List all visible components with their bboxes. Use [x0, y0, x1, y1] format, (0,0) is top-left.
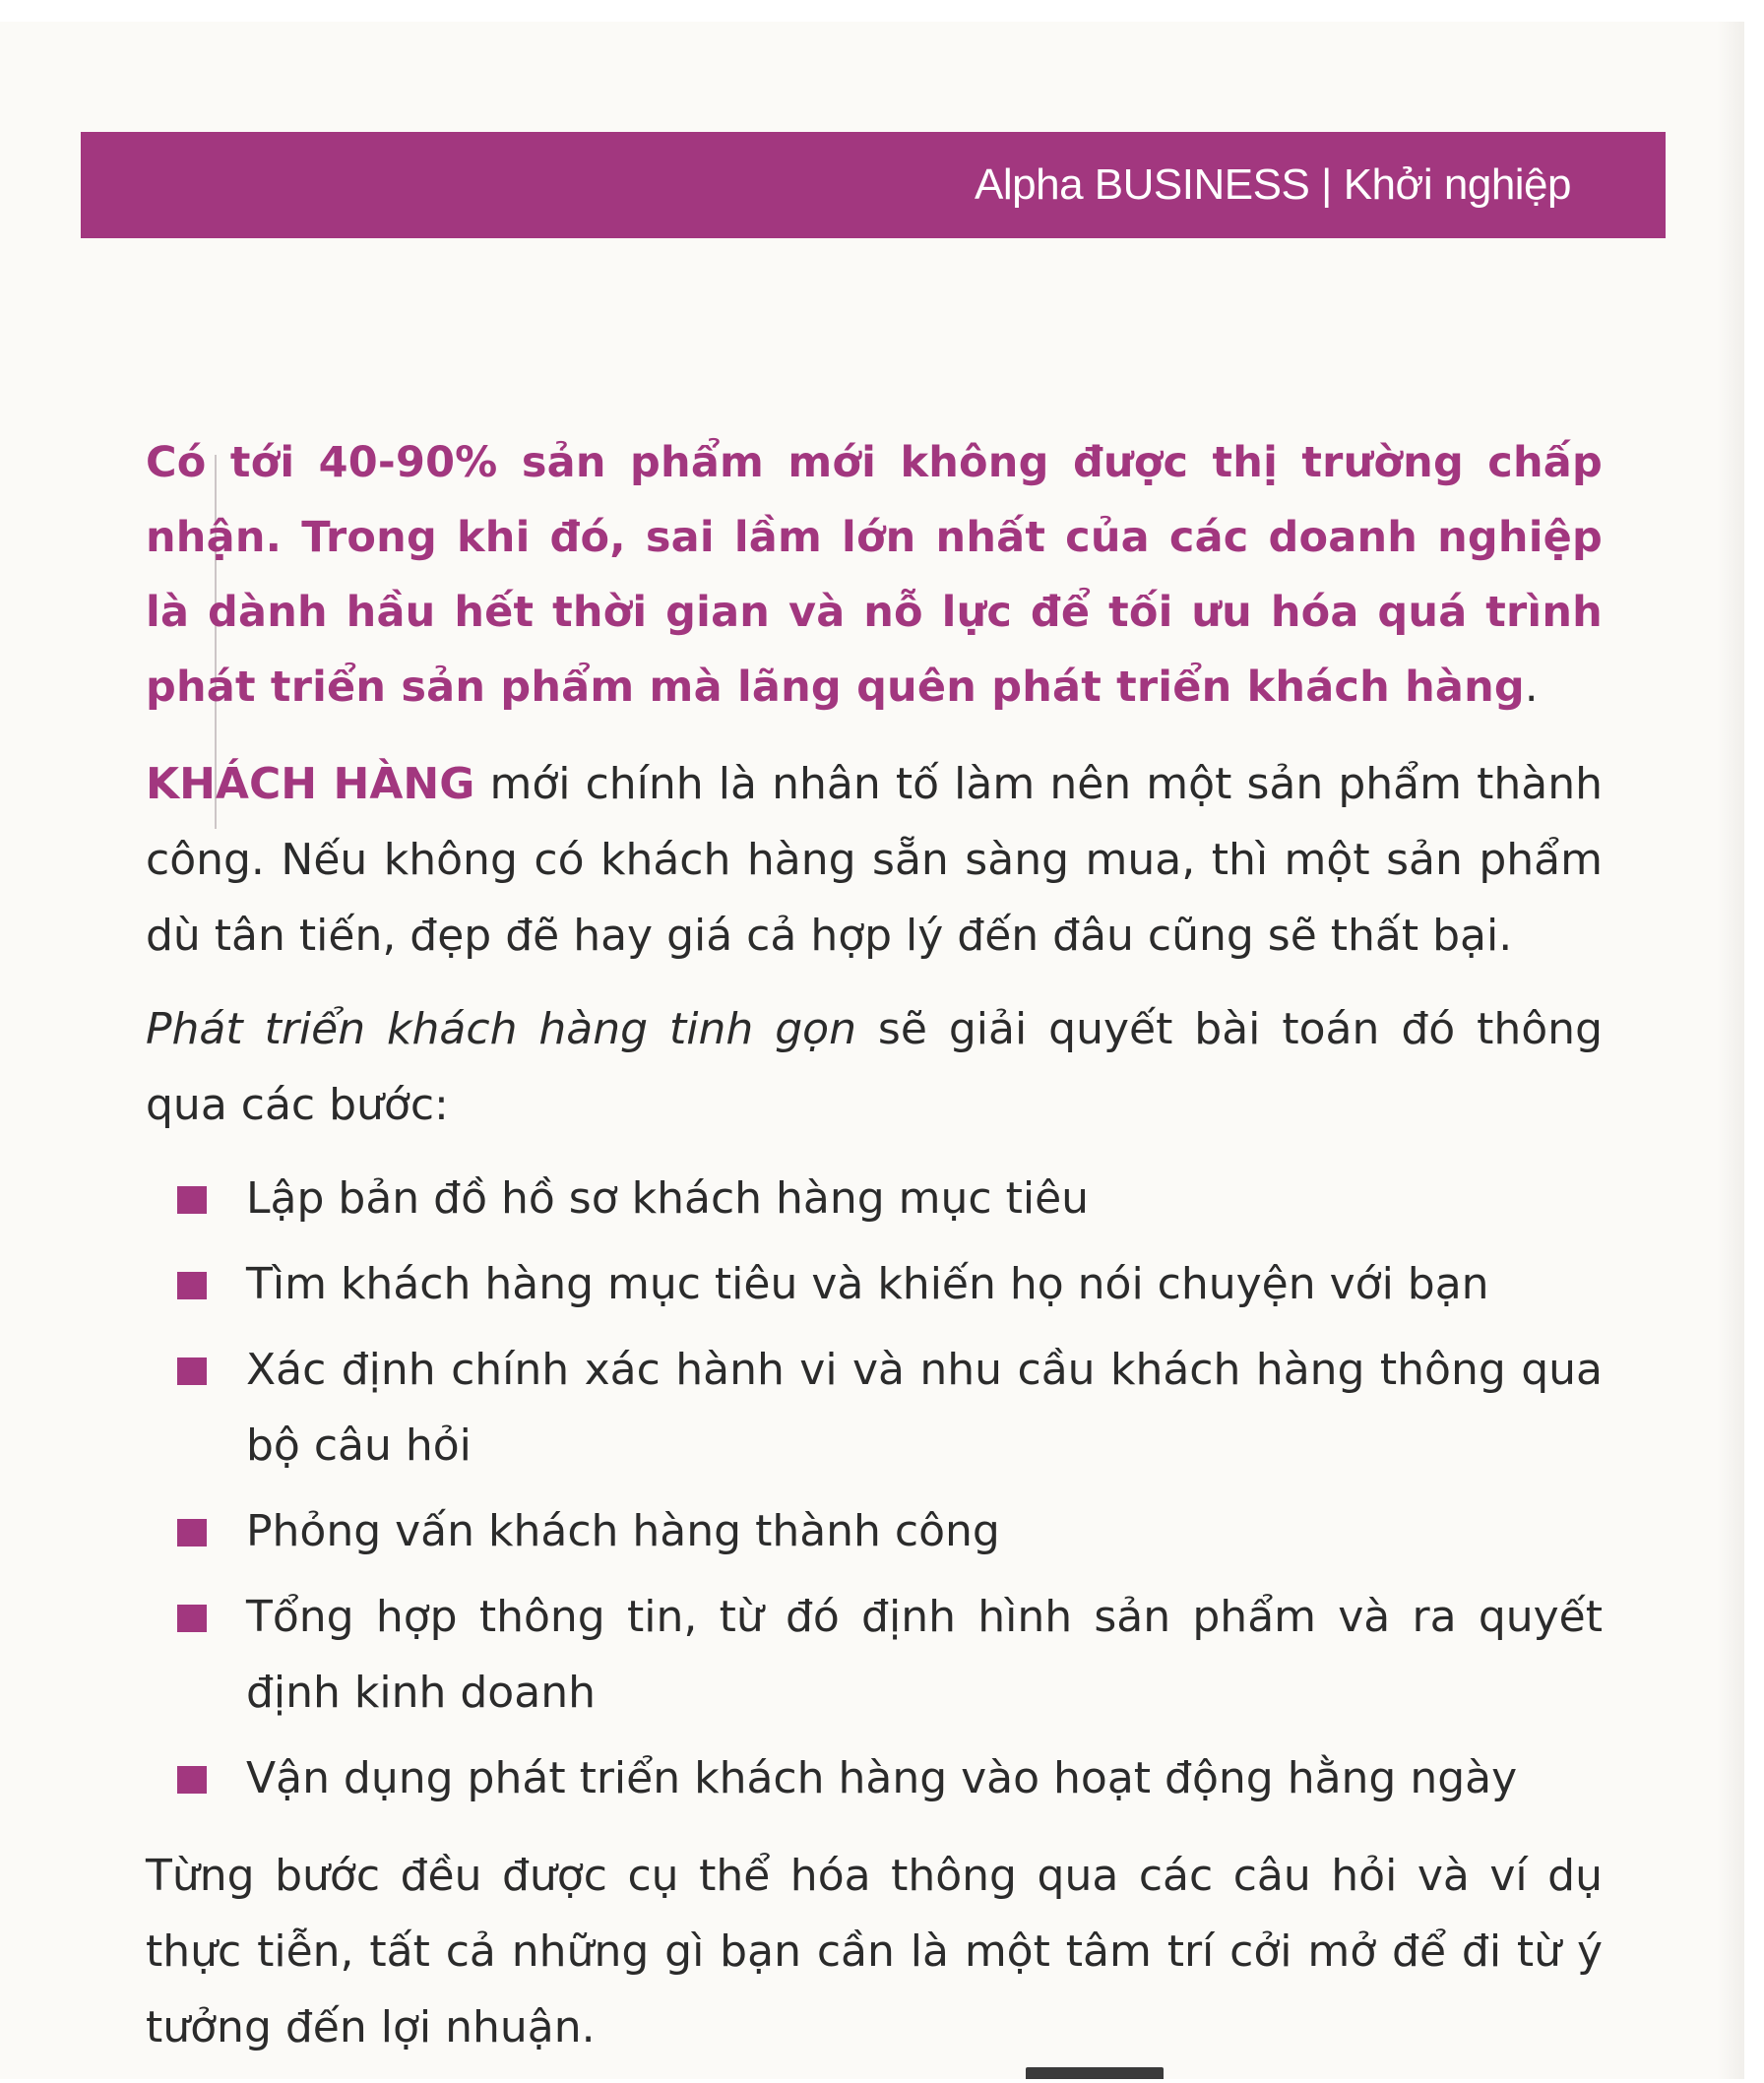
- intro-period: .: [1524, 663, 1539, 712]
- series-header-band: [81, 132, 1666, 238]
- list-item: [146, 1579, 1603, 1731]
- square-bullet-icon: [177, 1186, 207, 1214]
- list-item: [146, 1740, 1603, 1816]
- back-cover-page: [0, 22, 1744, 2079]
- list-item: [146, 1246, 1603, 1322]
- list-item: [146, 1332, 1603, 1483]
- square-bullet-icon: [177, 1605, 207, 1632]
- book-title: Phát triển khách hàng tinh gọn: [146, 1004, 856, 1054]
- paragraph-steps-intro-text: sẽ giải quyết bài toán đó thông qua các bước:: [146, 1004, 1603, 1130]
- blurb-content: [146, 425, 1603, 2083]
- steps-list: [146, 1161, 1603, 1816]
- step-text: Xác định chính xác hành vi và nhu cầu khách hàng thông qua bộ câu hỏi: [246, 1345, 1603, 1471]
- square-bullet-icon: [177, 1519, 207, 1546]
- square-bullet-icon: [177, 1766, 207, 1794]
- list-item: [146, 1161, 1603, 1236]
- paragraph-customer: [146, 746, 1603, 974]
- step-text: Phỏng vấn khách hàng thành công: [246, 1506, 1000, 1556]
- series-label: Alpha BUSINESS | Khởi nghiệp: [975, 160, 1571, 209]
- step-text: Lập bản đồ hồ sơ khách hàng mục tiêu: [246, 1173, 1090, 1224]
- bottom-edge-mark: [1026, 2067, 1164, 2079]
- paragraph-steps-intro: [146, 991, 1603, 1143]
- intro-highlight: [146, 425, 1603, 725]
- page-edge-shadow: [1717, 22, 1744, 2079]
- lead-caps: KHÁCH HÀNG: [146, 759, 475, 809]
- list-item: [146, 1493, 1603, 1569]
- closing-paragraph: Từng bước đều được cụ thể hóa thông qua các câu hỏi và ví dụ thực tiễn, tất cả những gì bạn cần là một tâm trí cởi mở để đi từ ý tưởng đến lợi nhuận.: [146, 1851, 1603, 2052]
- step-text: Tổng hợp thông tin, từ đó định hình sản phẩm và ra quyết định kinh doanh: [246, 1592, 1603, 1718]
- square-bullet-icon: [177, 1272, 207, 1299]
- step-text: Vận dụng phát triển khách hàng vào hoạt động hằng ngày: [246, 1753, 1518, 1803]
- intro-text: Có tới 40-90% sản phẩm mới không được thị trường chấp nhận. Trong khi đó, sai lầm lớn nhất của các doanh nghiệp là dành hầu hết thời gian và nỗ lực để tối ưu hóa quá trình phát triển sản phẩm mà lãng quên phát triển khách hàng: [146, 438, 1603, 712]
- paragraph-customer-text: mới chính là nhân tố làm nên một sản phẩm thành công. Nếu không có khách hàng sẵn sàng mua, thì một sản phẩm dù tân tiến, đẹp đẽ hay giá cả hợp lý đến đâu cũng sẽ thất bại.: [146, 759, 1603, 961]
- step-text: Tìm khách hàng mục tiêu và khiến họ nói chuyện với bạn: [246, 1259, 1489, 1309]
- square-bullet-icon: [177, 1357, 207, 1385]
